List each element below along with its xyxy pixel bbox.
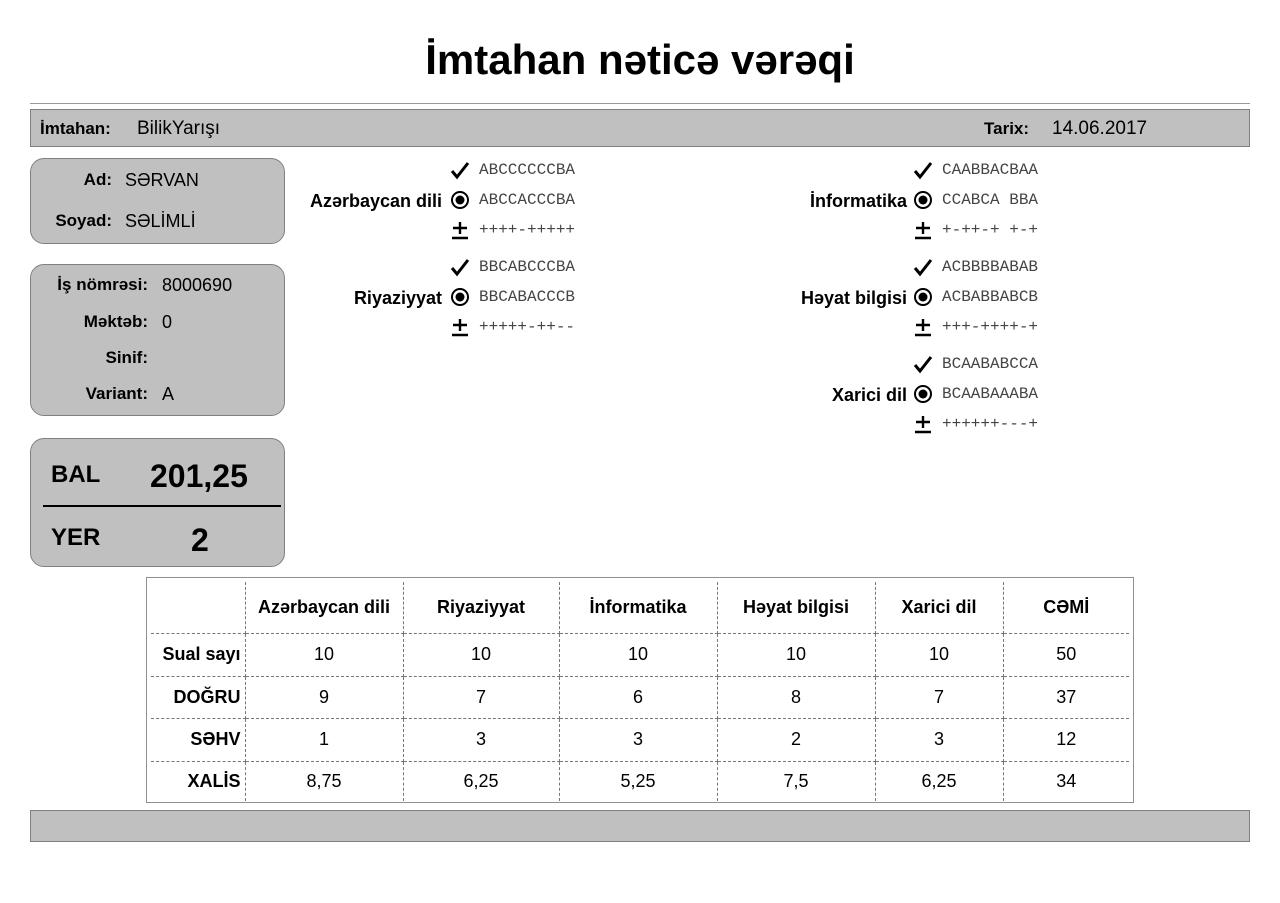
radio-icon — [913, 190, 933, 210]
surname-value: SƏLİMLİ — [125, 211, 196, 231]
table-cell: 7 — [875, 676, 1003, 718]
correct-answers: ACBBBBABAB — [942, 258, 1039, 276]
date-value: 14.06.2017 — [1052, 118, 1148, 139]
radio-icon — [450, 190, 470, 210]
table-cell: 3 — [559, 718, 717, 761]
results-table-frame — [146, 577, 1134, 803]
subject-name: İnformatika — [809, 191, 907, 211]
name-label: Ad: — [83, 170, 112, 189]
table-cell: 10 — [403, 633, 559, 676]
row-header: XALİS — [151, 761, 245, 801]
work-no-label: İş nömrəsi: — [57, 275, 148, 294]
student-answers: BBCABACCCB — [479, 288, 576, 306]
exam-label: İmtahan: — [40, 119, 111, 138]
table-cell: 6 — [559, 676, 717, 718]
plus-minus-icon — [450, 317, 470, 337]
table-cell: 12 — [1003, 718, 1129, 761]
yer-label: YER — [51, 524, 101, 551]
table-cell: 9 — [245, 676, 403, 718]
table-cell: 1 — [245, 718, 403, 761]
table-cell: 2 — [717, 718, 875, 761]
student-info-box — [30, 264, 285, 416]
yer-value: 2 — [191, 522, 209, 558]
score-divider — [43, 505, 281, 507]
page-title: İmtahan nəticə vərəqi — [425, 36, 855, 83]
subject-name: Xarici dil — [831, 385, 907, 405]
table-row — [151, 718, 1129, 761]
student-answers: BCAABAAABA — [942, 385, 1039, 403]
table-header-cell: CƏMİ — [1003, 582, 1129, 633]
plus-minus-icon — [913, 220, 933, 240]
table-row — [151, 761, 1129, 801]
subject-name: Həyat bilgisi — [800, 288, 907, 308]
answer-marks: +++-++++-+ — [942, 318, 1039, 336]
student-answers: ABCCACCCBA — [479, 191, 576, 209]
variant-value: A — [162, 384, 175, 404]
table-row — [151, 633, 1129, 676]
check-icon — [913, 257, 933, 277]
check-icon — [450, 160, 470, 180]
surname-label: Soyad: — [55, 211, 112, 230]
radio-icon — [450, 287, 470, 307]
exam-header-bar — [30, 109, 1250, 147]
table-cell: 7 — [403, 676, 559, 718]
score-box — [30, 438, 285, 567]
table-header-cell: Həyat bilgisi — [717, 582, 875, 633]
subject-name: Riyaziyyat — [353, 288, 442, 308]
exam-value: BilikYarışı — [137, 118, 221, 139]
table-header-cell: Riyaziyyat — [403, 582, 559, 633]
radio-icon — [913, 287, 933, 307]
name-value: SƏRVAN — [125, 170, 199, 190]
answer-marks: +-++-+ +-+ — [942, 221, 1039, 239]
student-answers: ACBABBABCB — [942, 288, 1039, 306]
table-cell: 8,75 — [245, 761, 403, 801]
table-header-cell: Azərbaycan dili — [245, 582, 403, 633]
table-cell: 10 — [717, 633, 875, 676]
table-cell: 5,25 — [559, 761, 717, 801]
bal-value: 201,25 — [150, 458, 248, 494]
title-divider — [30, 103, 1250, 104]
school-label: Məktəb: — [83, 312, 148, 331]
correct-answers: CAABBACBAA — [942, 161, 1039, 179]
table-cell: 3 — [875, 718, 1003, 761]
table-cell: 6,25 — [403, 761, 559, 801]
table-cell: 7,5 — [717, 761, 875, 801]
correct-answers: ABCCCCCCBA — [479, 161, 576, 179]
correct-answers: BCAABABCCA — [942, 355, 1039, 373]
table-cell: 8 — [717, 676, 875, 718]
check-icon — [450, 257, 470, 277]
radio-icon — [913, 384, 933, 404]
answer-marks: ++++++---+ — [942, 415, 1039, 433]
table-cell: 10 — [559, 633, 717, 676]
student-name-box — [30, 158, 285, 244]
table-cell: 10 — [245, 633, 403, 676]
table-cell: 6,25 — [875, 761, 1003, 801]
table-cell: 37 — [1003, 676, 1129, 718]
check-icon — [913, 354, 933, 374]
student-answers: CCABCA BBA — [942, 191, 1039, 209]
plus-minus-icon — [913, 414, 933, 434]
date-label: Tarix: — [984, 119, 1030, 138]
table-cell: 3 — [403, 718, 559, 761]
table-header-cell: Xarici dil — [875, 582, 1003, 633]
variant-label: Variant: — [85, 384, 148, 403]
table-cell: 50 — [1003, 633, 1129, 676]
row-header: Sual sayı — [151, 633, 245, 676]
bal-label: BAL — [51, 461, 101, 488]
answer-marks: ++++-+++++ — [479, 221, 576, 239]
footer-bar — [30, 810, 1250, 842]
check-icon — [913, 160, 933, 180]
subject-name: Azərbaycan dili — [309, 191, 442, 211]
table-header-cell — [151, 582, 245, 633]
results-table — [151, 582, 1129, 801]
row-header: SƏHV — [151, 718, 245, 761]
answer-marks: +++++-++-- — [479, 318, 576, 336]
class-label: Sinif: — [105, 348, 148, 367]
row-header: DOĞRU — [151, 676, 245, 718]
work-no-value: 8000690 — [162, 275, 233, 295]
table-header-cell: İnformatika — [559, 582, 717, 633]
correct-answers: BBCABCCCBA — [479, 258, 576, 276]
plus-minus-icon — [913, 317, 933, 337]
table-cell: 10 — [875, 633, 1003, 676]
table-row — [151, 676, 1129, 718]
table-cell: 34 — [1003, 761, 1129, 801]
school-value: 0 — [162, 312, 173, 332]
plus-minus-icon — [450, 220, 470, 240]
table-header-row — [151, 582, 1129, 633]
